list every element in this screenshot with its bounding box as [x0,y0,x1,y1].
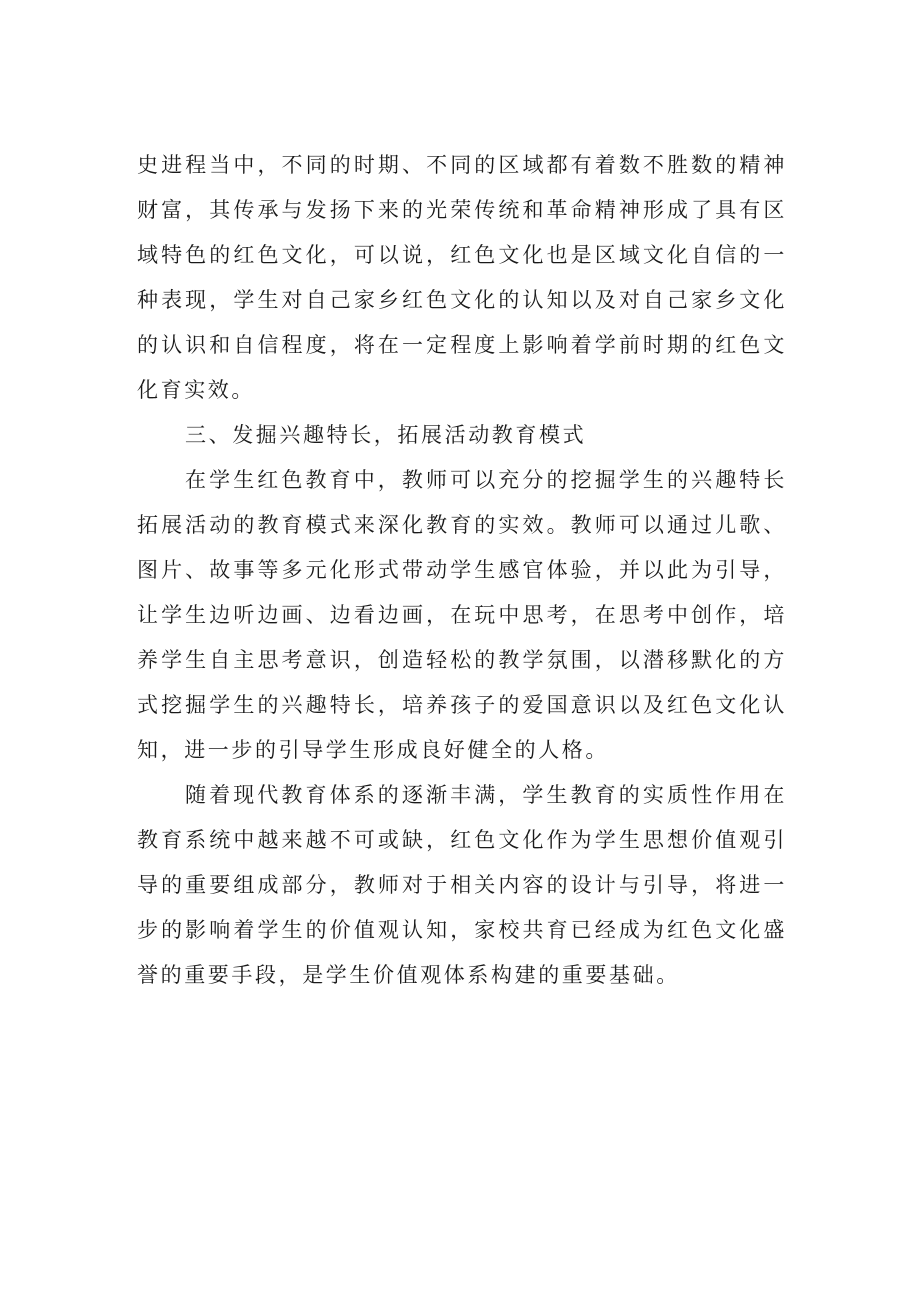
continuation-paragraph: 史进程当中，不同的时期、不同的区域都有着数不胜数的精神财富，其传承与发扬下来的光荣传统和革命精神形成了具有区域特色的红色文化，可以说，红色文化也是区域文化自信的一种表现，学生对自己家乡红色文化的认知以及对自己家乡文化的认识和自信程度，将在一定程度上影响着学前时期的红色文化育实效。 [137,153,787,402]
section-heading: 三、发掘兴趣特长，拓展活动教育模式 [185,423,587,447]
interest-paragraph: 在学生红色教育中，教师可以充分的挖掘学生的兴趣特长拓展活动的教育模式来深化教育的实效。教师可以通过儿歌、图片、故事等多元化形式带动学生感官体验，并以此为引导，让学生边听边画、边看边画，在玩中思考，在思考中创作，培养学生自主思考意识，创造轻松的教学氛围，以潜移默化的方式挖掘学生的兴趣特长，培养孩子的爱国意识以及红色文化认知，进一步的引导学生形成良好健全的人格。 [137,468,787,762]
conclusion-paragraph: 随着现代教育体系的逐渐丰满，学生教育的实质性作用在教育系统中越来越不可或缺，红色文化作为学生思想价值观引导的重要组成部分，教师对于相关内容的设计与引导，将进一步的影响着学生的价值观认知，家校共育已经成为红色文化盛誉的重要手段，是学生价值观体系构建的重要基础。 [137,783,787,987]
document-body [137,143,787,998]
